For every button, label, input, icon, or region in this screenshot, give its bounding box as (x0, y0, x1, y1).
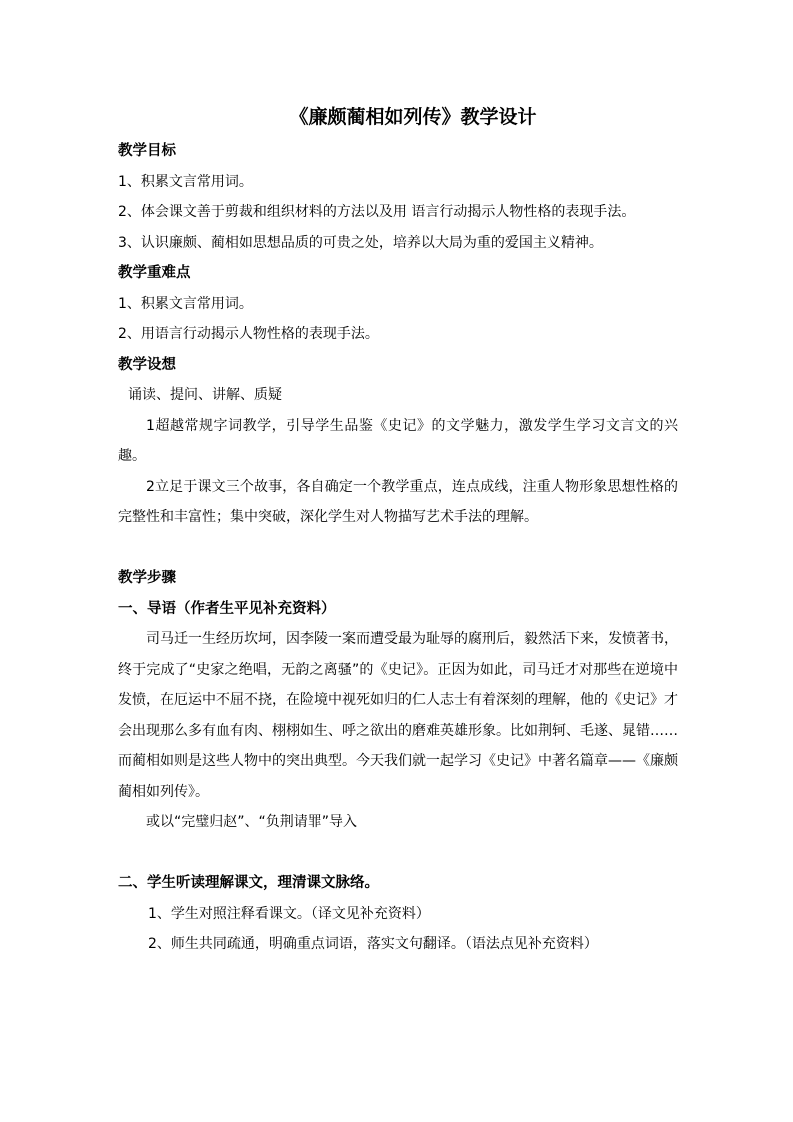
section-heading-goals: 教学目标 (118, 143, 176, 159)
goal-item: 3、认识廉颇、蔺相如思想品质的可贵之处，培养以大局为重的爱国主义精神。 (118, 234, 603, 251)
step-1-alt-intro: 或以“完璧归赵”、“负荆请罪”导入 (146, 814, 358, 830)
step-2-item: 2、师生共同疏通，明确重点词语，落实文句翻译。（语法点见补充资料） (148, 936, 598, 952)
step-1-heading: 一、导语（作者生平见补充资料） (118, 600, 336, 617)
step-2-heading: 二、学生听读理解课文，理清课文脉络。 (118, 875, 379, 891)
section-heading-concept: 教学设想 (118, 356, 176, 373)
goal-item: 1、积累文言常用词。 (118, 173, 253, 190)
concept-item: 2立足于课文三个故事，各自确定一个教学重点，连点成线，注重人物形象思想性格的完整性和丰富性；集中突破，深化学生对人物描写艺术手法的理解。 (118, 478, 678, 525)
goal-item: 2、体会课文善于剪裁和组织材料的方法以及用 语言行动揭示人物性格的表现手法。 (118, 204, 636, 220)
blank-line (118, 533, 678, 564)
step-1-paragraph: 司马迁一生经历坎坷，因李陵一案而遭受最为耻辱的腐刑后，毅然活下来，发愤著书，终于完成了“史家之绝唱，无韵之离骚”的《史记》。正因为如此，司马迁才对那些在逆境中发愤，在厄运中不屈不挠，在险境中视死如归的仁人志士有着深刻的理解，他的《史记》才会出现那么多有血有肉、栩栩如生、呼之欲出的磨难英雄形象。比如荆轲、毛遂、晁错……而蔺相如则是这些人物中的突出典型。今天我们就一起学习《史记》中著名篇章——《廉颇蔺相如列传》。 (118, 631, 678, 800)
blank-line (118, 838, 678, 869)
section-heading-key-points: 教学重难点 (118, 265, 191, 281)
concept-methods: 诵读、提问、讲解、质疑 (128, 387, 282, 403)
key-point-item: 1、积累文言常用词。 (118, 295, 253, 312)
key-point-item: 2、用语言行动揭示人物性格的表现手法。 (118, 326, 379, 342)
document-title: 《廉颇蔺相如列传》教学设计 (289, 106, 537, 128)
section-heading-steps: 教学步骤 (118, 570, 176, 586)
concept-item: 1超越常规字词教学，引导学生品鉴《史记》的文学魅力，激发学生学习文言文的兴趣。 (118, 417, 678, 464)
step-2-item: 1、学生对照注释看课文。（译文见补充资料） (148, 905, 430, 922)
document-body (118, 100, 678, 960)
